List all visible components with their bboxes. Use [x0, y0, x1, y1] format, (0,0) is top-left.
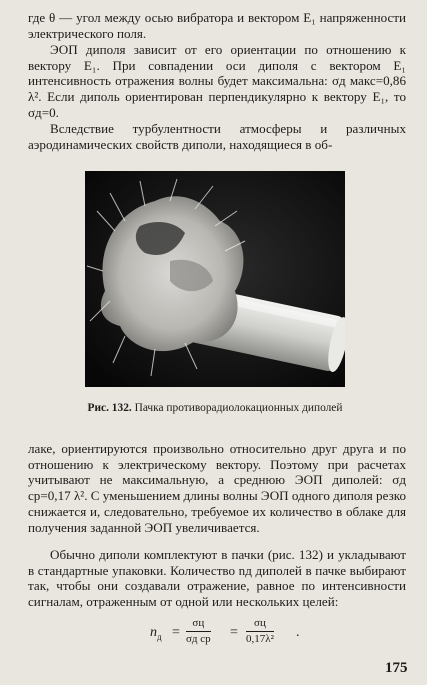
formula-lhs-var: n [150, 625, 157, 640]
formula-eq-2: = [230, 625, 238, 640]
figure-caption [60, 402, 370, 415]
formula-fraction-2 [246, 617, 274, 646]
formula-end: . [296, 625, 300, 640]
dipole-count-formula [150, 617, 370, 651]
formula-eq-1: = [172, 625, 180, 640]
figure-caption-label: Рис. 132. [87, 402, 132, 414]
page-number: 175 [385, 660, 408, 676]
paragraph-4: лаке, ориентируются произвольно относительно друг друга и по отношению к электрическому вектору. Поэтому при расчетах учитывают не максимальную, а среднюю ЭОП диполей: σд ср=0,17 λ². С уменьшением длины волны ЭОП одного диполя резко снижается и, следовательно, требуемое их количество в облаке для получения заданной ЭОП увеличивается. [28, 441, 406, 535]
formula-fraction-1 [186, 617, 211, 646]
formula-lhs-sub: д [157, 631, 162, 642]
fraction-1-denominator: σд ср [186, 633, 211, 645]
fraction-1-numerator: σц [186, 617, 211, 632]
paragraph-1: где θ — угол между осью вибратора и вектором E₁ напряженности электрического поля. [28, 10, 406, 41]
formula-lhs [150, 625, 162, 642]
paragraph-3: Вследствие турбулентности атмосферы и различных аэродинамических свойств диполи, находящиеся в об- [28, 121, 406, 152]
fraction-2-denominator: 0,17λ² [246, 633, 274, 645]
figure-caption-text: Пачка противорадиолокационных диполей [134, 402, 343, 414]
dipole-bundle-photo [85, 171, 345, 387]
paragraph-5: Обычно диполи комплектуют в пачки (рис. 132) и укладывают в стандартные упаковки. Количество nд диполей в пачке выбирают так, чтобы они создавали отражение, равное по интенсивности сигналам, отраженным от одной или нескольких целей: [28, 547, 406, 610]
fraction-2-numerator: σц [246, 617, 274, 632]
paragraph-2: ЭОП диполя зависит от его ориентации по отношению к вектору E₁. При совпадении оси диполя с вектором E₁ интенсивность отражения волны будет максимальна: σд макс=0,86 λ². Если диполь ориентирован перпендикулярно к вектору E₁, то σд=0. [28, 42, 406, 120]
dipole-bundle-image [85, 171, 345, 387]
